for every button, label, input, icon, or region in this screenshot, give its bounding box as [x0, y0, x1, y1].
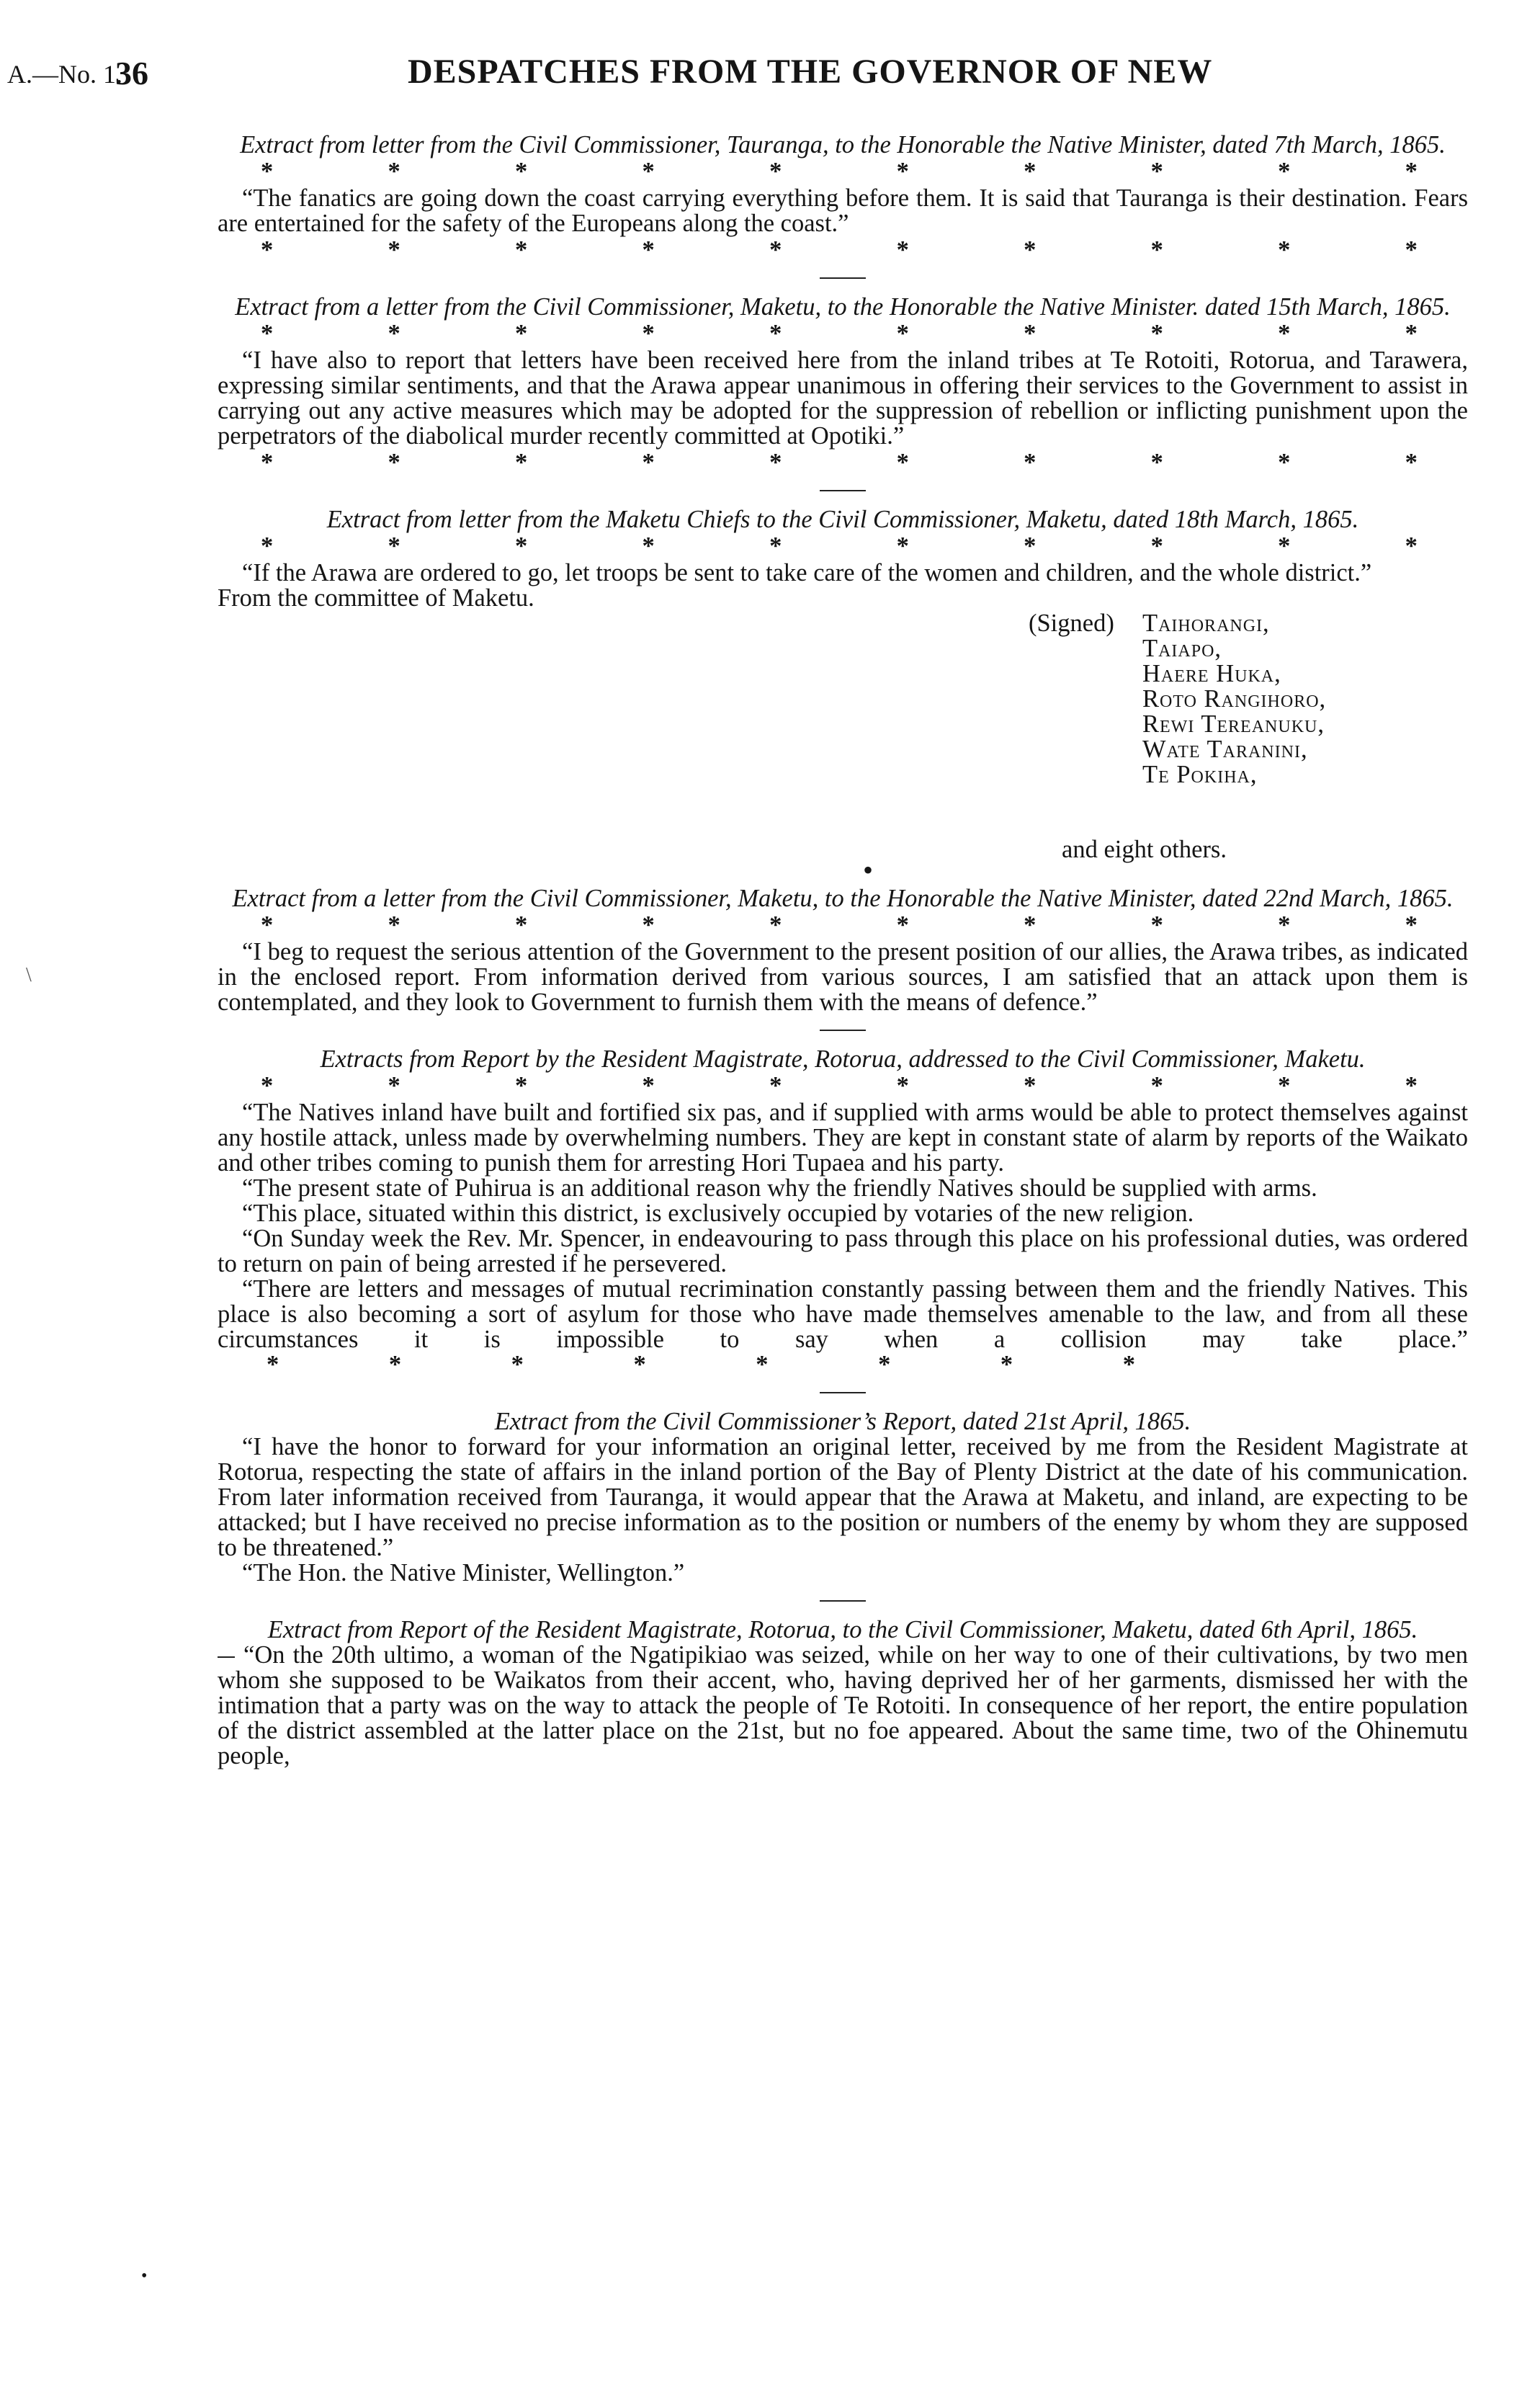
asterisk: *: [261, 449, 274, 476]
signatory-name: Roto Rangihoro,: [1142, 685, 1327, 713]
extract-paragraph: “I have the honor to forward for your information an original letter, received by me from the Resident Magistrate at Rotorua, respecting the state of affairs in the inland portion of the Bay of Plenty District at the date of his communication. From later information received from Tauranga, it would appear that the Arawa at Maketu, and inland, are expecting to be attacked; but I have received no precise information as to the position or numbers of the enemy by whom they are supposed to be threatened.”: [218, 1433, 1468, 1561]
asterisk: *: [261, 532, 274, 560]
dash-mark: [218, 1656, 235, 1658]
extract-paragraph: “The Natives inland have built and fortified six pas, and if supplied with arms would be able to protect themselves against any hostile attack, unless made by overwhelming numbers. They are kept in constant state of alarm by reports of the Waikato and other tribes coming to punish them for arresting Hori Tupaea and his party.: [218, 1099, 1468, 1177]
asterism-row: [242, 1352, 1135, 1378]
asterisk: *: [1405, 236, 1418, 264]
asterisk: *: [1405, 532, 1418, 560]
signature-block: [218, 611, 1468, 878]
asterisk: *: [1024, 236, 1037, 264]
asterisk: *: [642, 236, 655, 264]
asterism-row: [218, 534, 1468, 559]
stray-mark: •: [863, 854, 874, 886]
asterisk: *: [1024, 158, 1037, 185]
asterisk: *: [1278, 320, 1291, 347]
extract-paragraph-text: “There are letters and messages of mutual recrimination constantly passing between them and the friendly Natives. This place is also becoming a sort of asylum for those who have made themselves amenable to the law, and from all these circumstances it is impossible to say when a collision may take place.”: [218, 1275, 1468, 1353]
asterism-row: [218, 238, 1468, 263]
asterisk: *: [267, 1351, 279, 1378]
signed-label: (Signed): [1029, 610, 1114, 637]
asterisk: *: [1278, 532, 1291, 560]
asterism-row: [218, 159, 1468, 184]
extract-heading: Extracts from Report by the Resident Magistrate, Rotorua, addressed to the Civil Commissioner, Maketu.: [320, 1045, 1366, 1073]
asterisk: *: [511, 1351, 524, 1378]
asterisk: *: [1278, 911, 1291, 939]
asterisk: *: [633, 1351, 646, 1378]
asterisk: *: [1024, 449, 1037, 476]
asterism-row: [218, 321, 1468, 347]
asterisk: *: [1278, 158, 1291, 185]
extracts-resident-magistrate-report: [218, 1047, 1468, 1378]
asterisk: *: [388, 449, 400, 476]
extract-paragraph: “The present state of Puhirua is an additional reason why the friendly Natives should be supplied with arms.: [242, 1174, 1317, 1202]
signatory-name: Taihorangi,: [1142, 610, 1270, 637]
asterisk: *: [1024, 532, 1037, 560]
extract-heading: Extract from letter from the Maketu Chiefs to the Civil Commissioner, Maketu, dated 18th March, 1865.: [326, 506, 1359, 533]
extract-heading: Extract from a letter from the Civil Commissioner, Maketu, to the Honorable the Native Minister. dated 15th March, 1865.: [235, 293, 1451, 321]
asterism-row: [218, 1074, 1468, 1099]
asterisk: *: [1405, 1072, 1418, 1099]
asterisk: *: [1150, 911, 1163, 939]
asterisk: *: [769, 320, 782, 347]
asterisk: *: [642, 320, 655, 347]
asterisk: *: [388, 532, 400, 560]
from-line: From the committee of Maketu.: [218, 584, 534, 612]
asterisk: *: [896, 532, 909, 560]
asterisk: *: [261, 236, 274, 264]
stray-mark: •: [141, 2267, 148, 2285]
asterisk: *: [1150, 158, 1163, 185]
extract-paragraph: “This place, situated within this district, is exclusively occupied by votaries of the new religion.: [242, 1200, 1194, 1227]
document-body: [218, 133, 1468, 1769]
extract-paragraph: [218, 1643, 1468, 1769]
addressee-line: “The Hon. the Native Minister, Wellington.”: [242, 1559, 685, 1587]
asterisk: *: [769, 236, 782, 264]
asterisk: *: [1024, 911, 1037, 939]
asterisk: *: [1024, 320, 1037, 347]
asterisk: *: [642, 1072, 655, 1099]
asterisk: *: [1150, 532, 1163, 560]
asterisk: *: [515, 158, 528, 185]
asterisk: *: [1278, 1072, 1291, 1099]
extract-paragraph: “If the Arawa are ordered to go, let troops be sent to take care of the women and children, and the whole district.”: [242, 559, 1372, 586]
asterism-row: [218, 450, 1468, 476]
extract-paragraph: “I beg to request the serious attention of the Government to the present position of our allies, the Arawa tribes, as indicated in the enclosed report. From information derived from various sources, I am satisfied that an attack upon them is contemplated, and they look to Government to furnish them with the means of defence.”: [218, 938, 1468, 1016]
signatory-tail: and eight others.: [1062, 836, 1227, 863]
asterisk: *: [896, 158, 909, 185]
stray-mark: \: [26, 964, 32, 986]
asterisk: *: [515, 320, 528, 347]
signatory-name: Wate Taranini,: [1142, 736, 1308, 763]
extract-heading: Extract from letter from the Civil Commissioner, Tauranga, to the Honorable the Native Minister, dated 7th March, 1865.: [240, 131, 1446, 159]
asterisk: *: [642, 158, 655, 185]
asterisk: *: [388, 1072, 400, 1099]
asterisk: *: [388, 236, 400, 264]
asterisk: *: [896, 320, 909, 347]
extract-resident-magistrate-6-april: [218, 1617, 1468, 1769]
asterisk: *: [1278, 449, 1291, 476]
asterisk: *: [515, 911, 528, 939]
asterisk: *: [261, 911, 274, 939]
asterisk: *: [1122, 1351, 1135, 1378]
signatory-list: [1142, 611, 1326, 787]
asterisk: *: [896, 911, 909, 939]
signatory-name: Rewi Tereanuku,: [1142, 710, 1325, 738]
extract-paragraph: “The fanatics are going down the coast carrying everything before them. It is said that Tauranga is their destination. Fears are entertained for the safety of the Europeans along the coast.”: [218, 184, 1468, 237]
page-number: 36: [115, 55, 148, 92]
asterisk: *: [1150, 320, 1163, 347]
asterisk: *: [1000, 1351, 1013, 1378]
asterisk: *: [1405, 320, 1418, 347]
extract-maketu-chiefs-18-march: [218, 507, 1468, 878]
asterisk: *: [261, 158, 274, 185]
section-divider: [820, 1600, 866, 1602]
asterisk: *: [1278, 236, 1291, 264]
signatory-name: Haere Huka,: [1142, 660, 1281, 687]
asterisk: *: [896, 1072, 909, 1099]
extract-heading: Extract from Report of the Resident Magistrate, Rotorua, to the Civil Commissioner, Maketu, dated 6th April, 1865.: [267, 1616, 1418, 1643]
running-title: DESPATCHES FROM THE GOVERNOR OF NEW: [408, 53, 1213, 91]
asterisk: *: [515, 1072, 528, 1099]
asterisk: *: [261, 1072, 274, 1099]
signatory-name: Te Pokiha,: [1142, 761, 1258, 788]
section-divider: [820, 1392, 866, 1393]
asterisk: *: [515, 236, 528, 264]
extract-paragraph: “On Sunday week the Rev. Mr. Spencer, in endeavouring to pass through this place on his professional duties, was ordered to return on pain of being arrested if he persevered.: [218, 1225, 1468, 1277]
extract-paragraph-text: “On the 20th ultimo, a woman of the Ngatipikiao was seized, while on her way to one of their cultivations, by two men whom she supposed to be Waikatos from their accent, who, having deprived her of her garments, dismissed her with the intimation that a party was on the way to attack the people of Te Rotoiti. In consequence of her report, the entire population of the district assembled at the latter place on the 21st, but no foe appeared. About the same time, two of the Ohinemutu people,: [218, 1641, 1468, 1770]
extract-paragraph: “I have also to report that letters have been received here from the inland tribes at Te Rotoiti, Rotorua, and Tarawera, expressing similar sentiments, and that the Arawa appear unanimous in offering their services to the Government to assist in carrying out any active measures which may be adopted for the suppression of rebellion or inflicting punishment upon the perpetrators of the diabolical murder recently committed at Opotiki.”: [218, 347, 1468, 450]
asterisk: *: [769, 158, 782, 185]
asterisk: *: [769, 532, 782, 560]
asterisk: *: [769, 911, 782, 939]
section-divider: [820, 1030, 866, 1031]
asterisk: *: [515, 449, 528, 476]
section-divider: [820, 277, 866, 279]
extract-maketu-22-march: [218, 886, 1468, 1015]
extract-heading: Extract from a letter from the Civil Commissioner, Maketu, to the Honorable the Native Minister, dated 22nd March, 1865.: [232, 885, 1454, 912]
asterisk: *: [261, 320, 274, 347]
asterisk: *: [642, 449, 655, 476]
asterism-row: [218, 913, 1468, 938]
extract-heading: Extract from the Civil Commissioner’s Report, dated 21st April, 1865.: [494, 1408, 1191, 1435]
asterisk: *: [1405, 911, 1418, 939]
asterisk: *: [769, 1072, 782, 1099]
asterisk: *: [1024, 1072, 1037, 1099]
asterisk: *: [1405, 449, 1418, 476]
asterisk: *: [515, 532, 528, 560]
extract-maketu-15-march: [218, 295, 1468, 476]
asterisk: *: [769, 449, 782, 476]
extract-tauranga-7-march: [218, 133, 1468, 263]
asterisk: *: [1150, 1072, 1163, 1099]
section-divider: [820, 490, 866, 491]
asterisk: *: [388, 158, 400, 185]
asterisk: *: [388, 320, 400, 347]
asterisk: *: [896, 449, 909, 476]
signatory-name: Taiapo,: [1142, 635, 1222, 662]
asterisk: *: [642, 532, 655, 560]
asterisk: *: [388, 1351, 402, 1378]
asterisk: *: [642, 911, 655, 939]
extract-paragraph: [218, 1277, 1468, 1378]
asterisk: *: [878, 1351, 891, 1378]
asterisk: *: [756, 1351, 769, 1378]
asterisk: *: [388, 911, 400, 939]
asterisk: *: [1150, 236, 1163, 264]
extract-civil-commissioner-report-21-april: [218, 1409, 1468, 1586]
asterisk: *: [1405, 158, 1418, 185]
paper-reference: A.—No. 1.: [7, 60, 122, 89]
asterisk: *: [1150, 449, 1163, 476]
asterisk: *: [896, 236, 909, 264]
